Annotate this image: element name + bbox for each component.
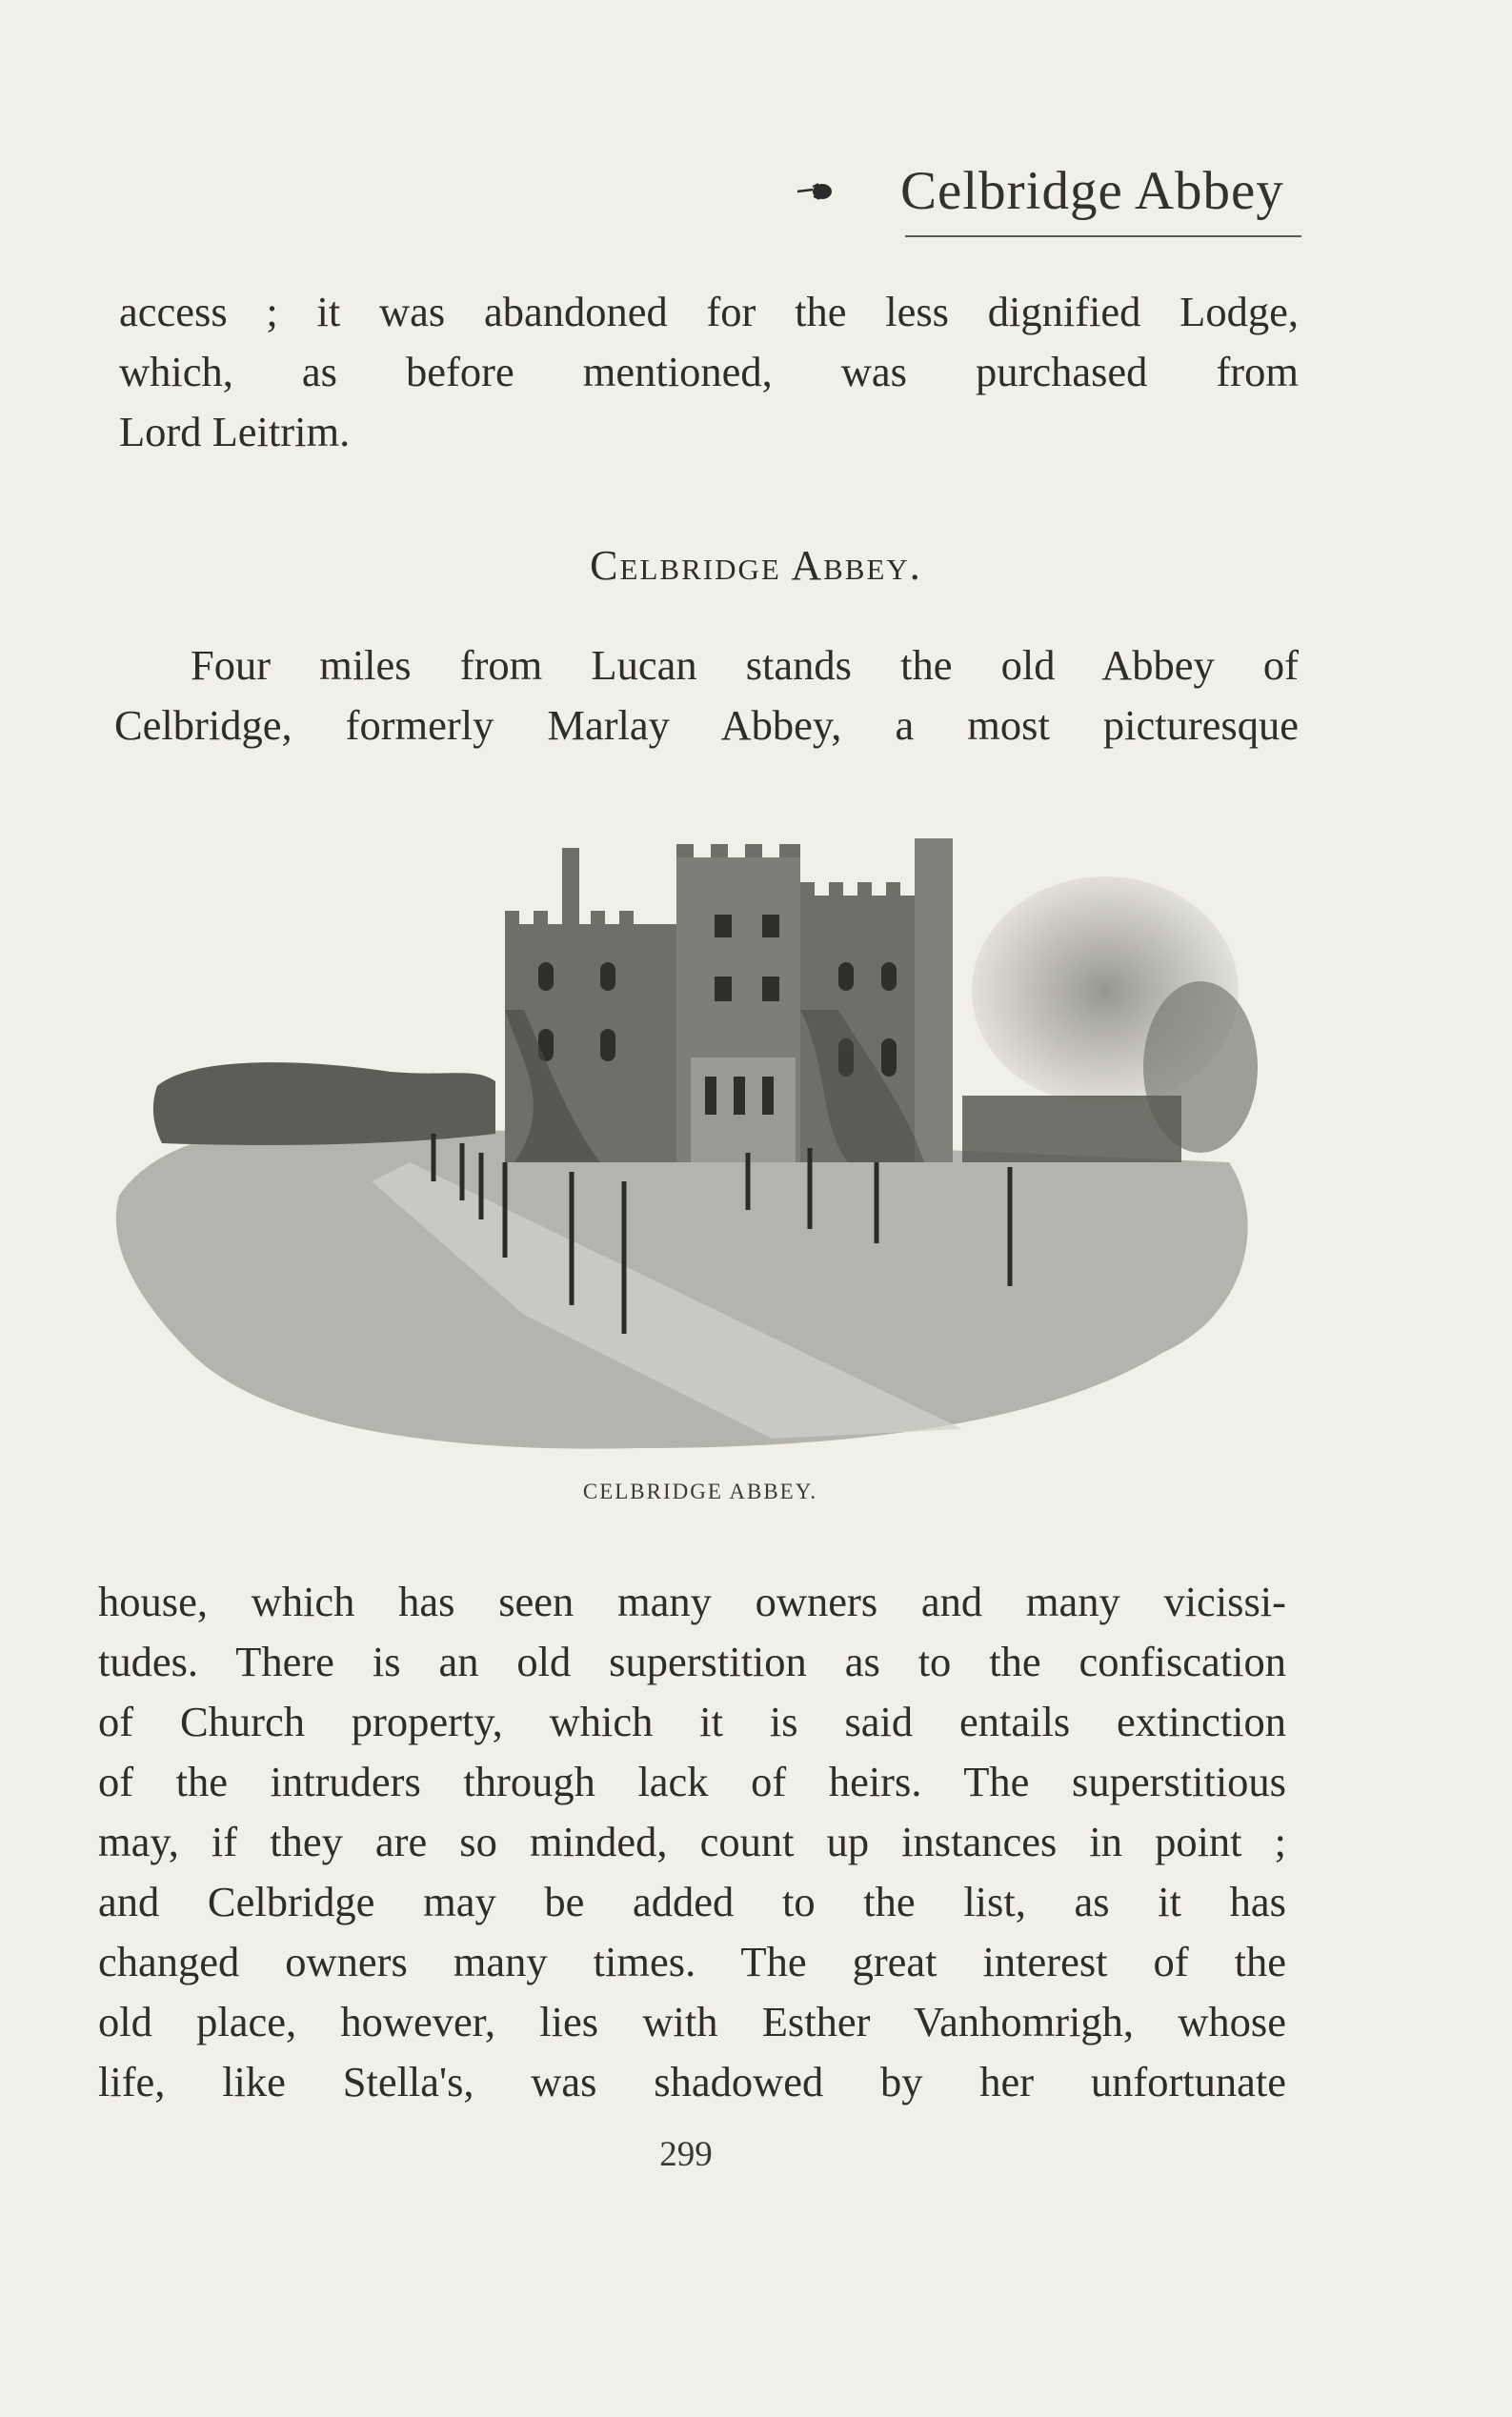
header-rule [905, 235, 1301, 237]
text-line: may, if they are so minded, count up instances in point ; [98, 1818, 1286, 1865]
text-line: tudes. There is an old superstition as to the confiscation [98, 1638, 1286, 1685]
text-line: changed owners many times. The great interest of the [98, 1938, 1286, 1985]
figure-caption: CELBRIDGE ABBEY. [582, 1480, 818, 1503]
continued-paragraph [119, 282, 1299, 462]
text-line: Four miles from Lucan stands the old Abbey of [191, 641, 1299, 689]
section-heading: Celbridge Abbey. [590, 542, 922, 589]
text-line: which, as before mentioned, was purchased from [119, 348, 1299, 395]
intro-paragraph [114, 635, 1299, 755]
body-paragraph [98, 1572, 1286, 2112]
text-line: of the intruders through lack of heirs. The superstitious [98, 1758, 1286, 1805]
text-line: house, which has seen many owners and many vicissi- [98, 1578, 1286, 1625]
running-title: Celbridge Abbey [900, 161, 1284, 221]
page-number: 299 [659, 2135, 713, 2174]
text-line: Lord Leitrim. [119, 408, 351, 455]
celbridge-abbey-illustration [105, 819, 1258, 1467]
pointing-hand-ornament-icon [796, 177, 836, 206]
text-line: life, like Stella's, was shadowed by her unfortunate [98, 2058, 1286, 2105]
text-line: access ; it was abandoned for the less dignified Lodge, [119, 288, 1299, 335]
text-line: Celbridge, formerly Marlay Abbey, a most picturesque [114, 701, 1299, 749]
text-line: old place, however, lies with Esther Vanhomrigh, whose [98, 1998, 1286, 2045]
running-header [796, 160, 1301, 246]
text-line: of Church property, which it is said entails extinction [98, 1698, 1286, 1745]
text-line: and Celbridge may be added to the list, as it has [98, 1878, 1286, 1925]
